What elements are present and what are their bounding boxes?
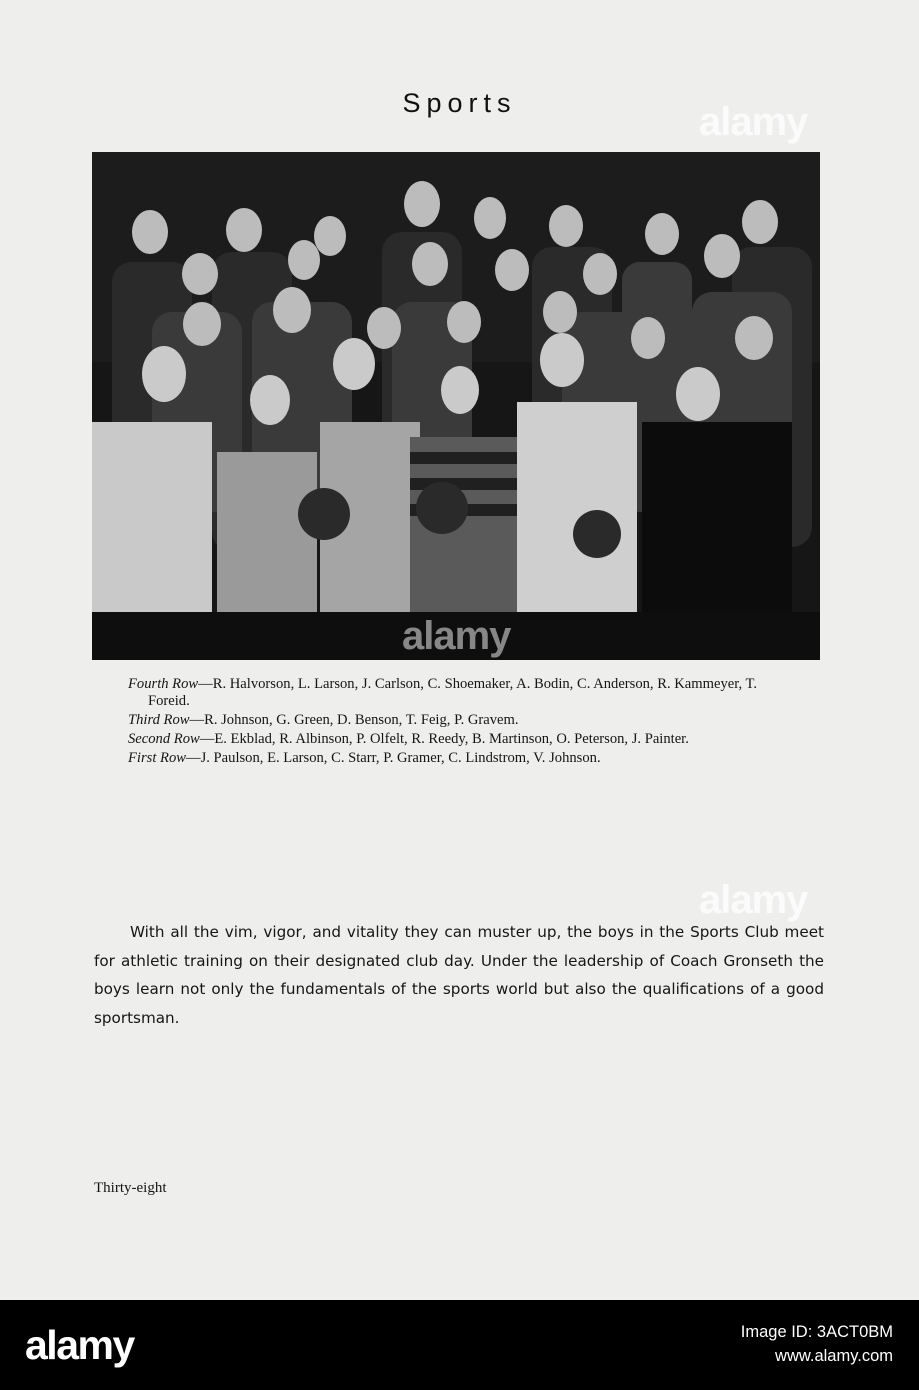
caption-names: —R. Halvorson, L. Larson, J. Carlson, C. Shoemaker, A. Bodin, C. Anderson, R. Kammeyer, T. Foreid. xyxy=(148,676,758,710)
image-info xyxy=(741,1320,893,1368)
caption-row-label: Third Row xyxy=(128,712,190,729)
group-photo xyxy=(92,152,820,660)
caption-row-label: First Row xyxy=(128,750,186,767)
site-url[interactable]: www.alamy.com xyxy=(775,1347,893,1365)
watermark: alamy xyxy=(699,878,808,922)
caption-names: —R. Johnson, G. Green, D. Benson, T. Feig, P. Gravem. xyxy=(189,712,519,729)
caption-row-label: Fourth Row xyxy=(128,676,199,692)
watermark: alamy xyxy=(699,100,808,144)
caption-fourth-row xyxy=(128,676,798,711)
stock-footer-bar xyxy=(0,1300,919,1390)
caption-second-row xyxy=(128,731,798,748)
image-id: Image ID: 3ACT0BM xyxy=(740,1323,893,1341)
page-title: Sports xyxy=(402,88,517,118)
caption-names: —E. Ekblad, R. Albinson, P. Olfelt, R. Reedy, B. Martinson, O. Peterson, J. Painter. xyxy=(199,731,689,748)
page-number: Thirty-eight xyxy=(94,1180,167,1196)
photo-captions xyxy=(128,676,798,769)
caption-names: —J. Paulson, E. Larson, C. Starr, P. Gramer, C. Lindstrom, V. Johnson. xyxy=(185,750,601,767)
caption-first-row xyxy=(128,750,798,767)
body-paragraph: With all the vim, vigor, and vitality they can muster up, the boys in the Sports Club meet for athletic training on their designated club day. Under the leadership of Coach Gronseth the boys learn not only the fundamentals of the sports world but also the qualifications of a good sportsman. xyxy=(94,923,824,1027)
group-photo-graphic xyxy=(92,152,820,660)
caption-row-label: Second Row xyxy=(128,731,200,748)
watermark: alamy xyxy=(402,614,511,658)
caption-third-row xyxy=(128,712,798,729)
brand-logo: alamy xyxy=(25,1322,134,1368)
